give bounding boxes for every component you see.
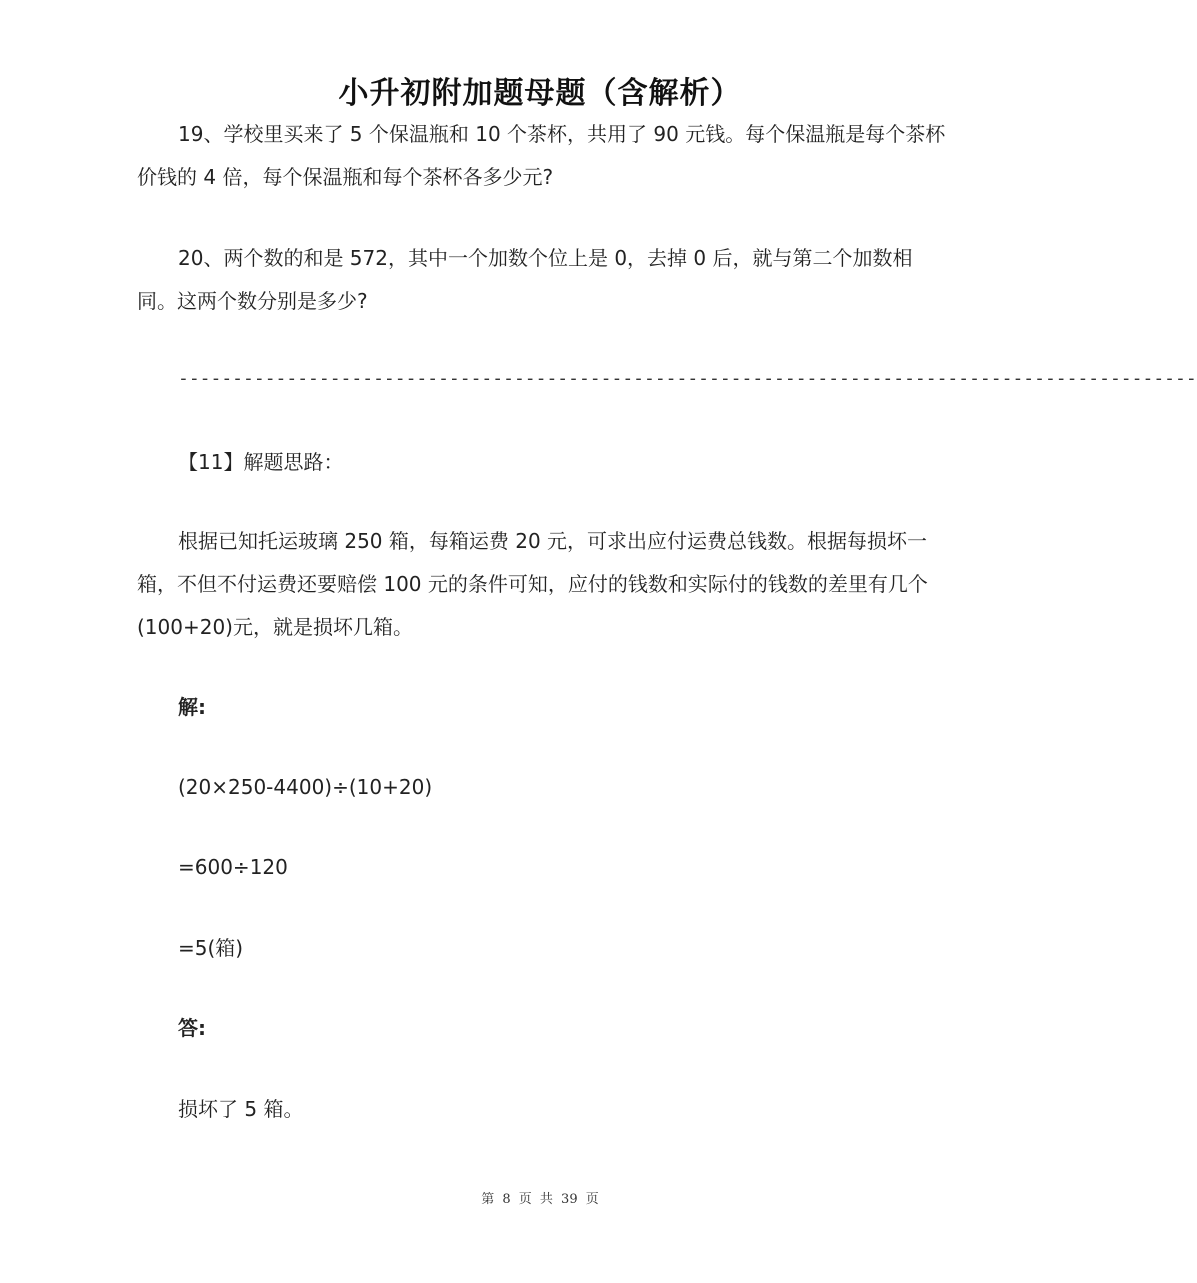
answer-text: 损坏了 5 箱。 xyxy=(178,1097,304,1121)
page-title: 小升初附加题母题（含解析） xyxy=(338,76,742,111)
answer-heading-text: 【11】解题思路： xyxy=(178,450,344,474)
solution-step-2: =600÷120 xyxy=(178,855,288,879)
question-19: 19、学校里买来了 5 个保温瓶和 10 个茶杯，共用了 90 元钱。每个保温瓶是每个茶杯价钱的 4 倍，每个保温瓶和每个茶杯各多少元? xyxy=(137,122,946,189)
solution-idea: 根据已知托运玻璃 250 箱，每箱运费 20 元，可求出应付运费总钱数。根据每损坏一箱，不但不付运费还要赔偿 100 元的条件可知，应付的钱数和实际付的钱数的差里有几个(100+20)元，就是损坏几箱。 xyxy=(137,529,928,639)
solution-label: 解: xyxy=(178,695,206,719)
page-number-footer: 第 8 页 共 39 页 xyxy=(481,1192,599,1207)
solution-step-1: (20×250-4400)÷(10+20) xyxy=(178,775,433,799)
separator-line: ---------------------------------------------------------------------------------------------- xyxy=(178,368,1197,389)
answer-label: 答: xyxy=(178,1016,206,1040)
answer-heading xyxy=(178,447,343,477)
question-20: 20、两个数的和是 572，其中一个加数个位上是 0，去掉 0 后，就与第二个加数相同。这两个数分别是多少? xyxy=(137,246,913,313)
solution-step-3: =5(箱) xyxy=(178,936,244,960)
